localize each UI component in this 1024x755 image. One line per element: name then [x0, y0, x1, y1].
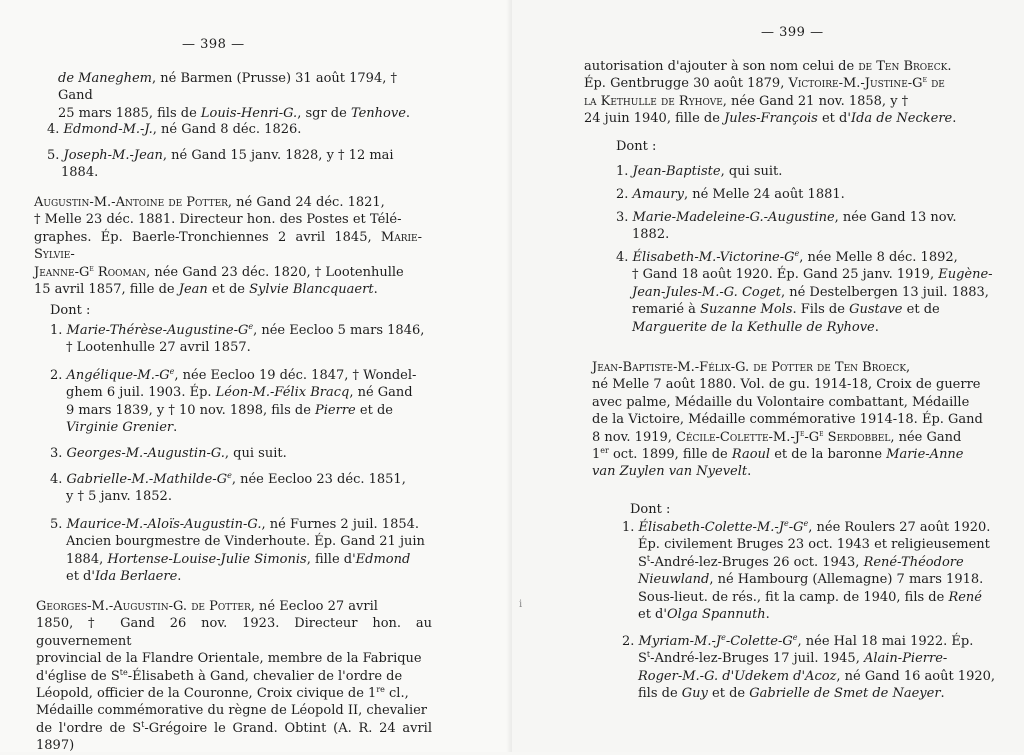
left-page — [0, 0, 512, 752]
list-item: 5. Maurice-M.-Aloïs-Augustin-G., né Furnes 2 juil. 1854. Ancien bourgmestre de Vinderhoute. Ép. Gand 21 juin 1884, Hortense-Louise-Julie Simonis, fille d'Edmond et d'Ida Berlaere. — [50, 517, 425, 585]
dont-label: Dont : — [630, 502, 671, 517]
list-item: 2. Amaury, né Melle 24 août 1881. — [616, 187, 845, 202]
dont-label: Dont : — [616, 139, 657, 154]
page-number-left: — 398 — — [182, 37, 245, 52]
list-item: 3. Marie-Madeleine-G.-Augustine, née Gand 13 nov. 1882. — [616, 210, 957, 243]
list-item: 5. Joseph-M.-Jean, né Gand 15 janv. 1828, y † 12 mai 1884. — [47, 148, 394, 181]
list-item: 4. Edmond-M.-J., né Gand 8 déc. 1826. — [47, 122, 302, 137]
dont-label: Dont : — [50, 303, 91, 318]
list-item: 2. Myriam-$M.-J^e-Colette-G^e$, née Hal 18 mai 1922. Ép. $S^t-André-lez$-Bruges 17 juil. 1945, Alain-Pierre- Roger-M.-G. d'Udekem d'Acoz, né Gand 16 août 1920, fils de Guy et de Gabrielle de Smet de Naeyer. — [622, 633, 996, 702]
text-line: 25 mars 1885, fils de Louis-Henri-G., sgr de Tenhove. — [58, 105, 411, 121]
text-line: de Maneghem, né Barmen (Prusse) 31 août 1794, † Gand — [58, 71, 397, 104]
continuation-text — [58, 70, 418, 122]
genealogy-entry: Jean-Baptiste-M.-Félix-G. de Potter de Ten Broeck, né Melle 7 août 1880. Vol. de gu. 1914-18, Croix de guerre avec palme, Médaille du Volontaire combattant, Médaille de la Victoire, Médaille commémorative 1914-18. Ép. Gand 8 nov. 1919, Cécile-$Colette-M.-J^e-G^e$ Serdobbel, née Gand 1er oct. 1899, fille de Raoul et de la baronne Marie-Anne van Zuylen van Nyevelt. — [592, 360, 983, 480]
list-item: 1. Élisabeth-$Colette-M.-J^e-G^e$, née Roulers 27 août 1920. Ép. civilement Bruges 23 oct. 1943 et religieusement $S^t-André-lez$-Bruges 26 oct. 1943, René-Théodore Nieuwland, né Hambourg (Allemagne) 7 mars 1918. Sous-lieut. de rés., fit la camp. de 1940, fils de René et d'Olga Spannuth. — [622, 519, 991, 623]
genealogy-entry: Augustin-M.-Antoine de Potter, né Gand 24 déc. 1821, † Melle 23 déc. 1881. Directeur hon. des Postes et Télé- graphes. Ép. Baerle-Tronchiennes 2 avril 1845, Marie-Sylvie- Jeanne-$G^e$ Rooman, née Gand 23 déc. 1820, † Lootenhulle 15 avril 1857, fille de Jean et de Sylvie Blancquaert. — [34, 195, 422, 298]
list-item: 3. Georges-M.-Augustin-G., qui suit. — [50, 446, 287, 461]
right-page — [512, 0, 1024, 752]
list-item: 1. Marie-$Thérèse-Augustine-G^e$, née Eecloo 5 mars 1846, † Lootenhulle 27 avril 1857. — [50, 322, 425, 356]
continuation-text: autorisation d'ajouter à son nom celui de de Ten Broeck. Ép. Gentbrugge 30 août 1879, Victoire-$M.-Justine-G^e$ de la Kethulle de Ryhove, née Gand 21 nov. 1858, y † 24 juin 1940, fille de Jules-François et d'Ida de Neckere. — [584, 59, 957, 127]
page-number-right: — 399 — — [761, 25, 824, 40]
list-item: 4. Gabrielle-$M.-Mathilde-G^e$, née Eecloo 23 déc. 1851, y † 5 janv. 1852. — [50, 471, 406, 505]
list-item: 4. Élisabeth-$M.-Victorine-G^e$, née Melle 8 déc. 1892, † Gand 18 août 1920. Ép. Gand 25 janv. 1919, Eugène- Jean-Jules-M.-G. Coget, né Destelbergen 13 juil. 1883, remarié à Suzanne Mols. Fils de Gustave et de Marguerite de la Kethulle de Ryhove. — [616, 249, 993, 335]
list-item: 1. Jean-Baptiste, qui suit. — [616, 164, 783, 179]
print-fleck: i — [519, 599, 523, 610]
list-item: 2. Angélique-$M.-G^e$, née Eecloo 19 déc. 1847, † Wondel- ghem 6 juil. 1903. Ép. Léon-M.-Félix Bracq, né Gand 9 mars 1839, y † 10 nov. 1898, fils de Pierre et de Virginie Grenier. — [50, 367, 417, 436]
genealogy-entry: Georges-M.-Augustin-G. de Potter, né Eecloo 27 avril 1850, † Gand 26 nov. 1923. Directeur hon. au gouvernement provincial de la Flandre Orientale, membre de la Fabrique d'église de $S^{te}$-Élisabeth à Gand, chevalier de l'ordre de Léopold, officier de la Couronne, Croix civique de 1re cl., Médaille commémorative du règne de Léopold II, chevalier de l'ordre de $S^t$-Grégoire le Grand. Obtint (A. R. 24 avril 1897) — [36, 599, 432, 754]
